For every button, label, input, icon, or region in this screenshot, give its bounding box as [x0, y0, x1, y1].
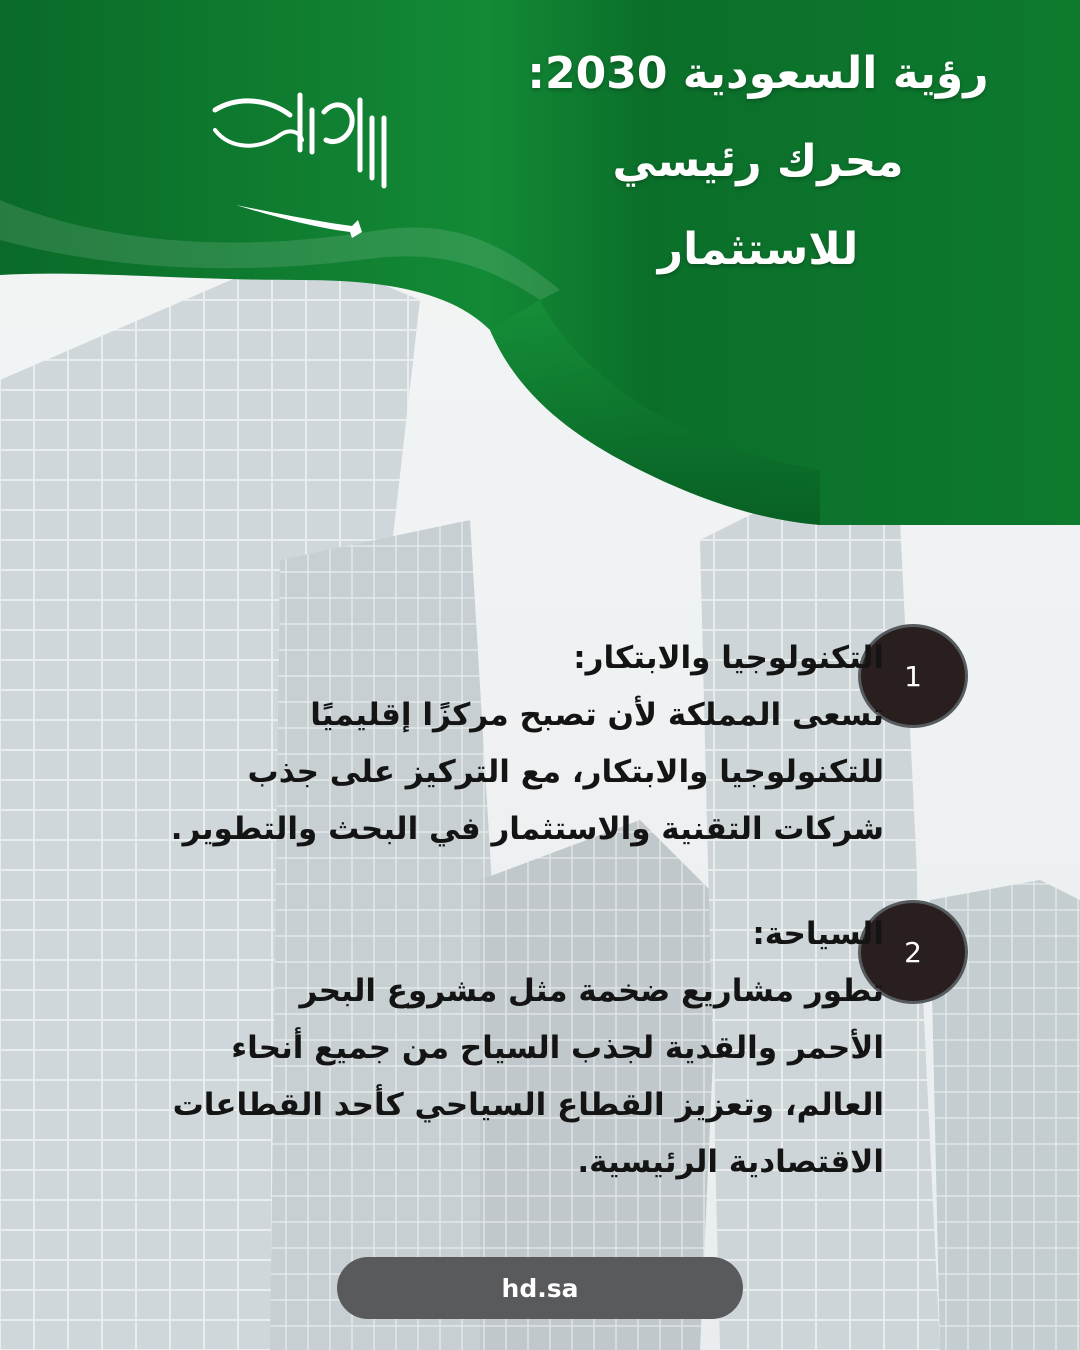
number-badge: 1 [858, 624, 968, 728]
website-link[interactable]: hd.sa [337, 1257, 743, 1319]
title-line-3: للاستثمار [657, 224, 859, 275]
title-line-2: محرك رئيسي [612, 136, 904, 187]
number-badge: 2 [858, 900, 968, 1004]
item-heading: السياحة: [752, 916, 884, 952]
item-text [4, 630, 884, 858]
list-item-tourism [0, 900, 1080, 1180]
item-text [4, 906, 884, 1191]
item-line: الأحمر والقدية لجذب السياح من جميع أنحاء [231, 1030, 884, 1066]
item-line: تطور مشاريع ضخمة مثل مشروع البحر [299, 973, 884, 1009]
item-heading: التكنولوجيا والابتكار: [573, 640, 884, 676]
item-line: العالم، وتعزيز القطاع السياحي كأحد القطاعات [172, 1087, 884, 1123]
list-item-technology [0, 624, 1080, 864]
title-line-1: رؤية السعودية 2030: [527, 48, 989, 99]
page-title [458, 30, 1058, 294]
item-line: الاقتصادية الرئيسية. [577, 1144, 884, 1180]
item-line: شركات التقنية والاستثمار في البحث والتطوير. [170, 811, 884, 847]
item-line: للتكنولوجيا والابتكار، مع التركيز على جذب [247, 754, 884, 790]
item-line: تسعى المملكة لأن تصبح مركزًا إقليميًا [310, 697, 884, 733]
